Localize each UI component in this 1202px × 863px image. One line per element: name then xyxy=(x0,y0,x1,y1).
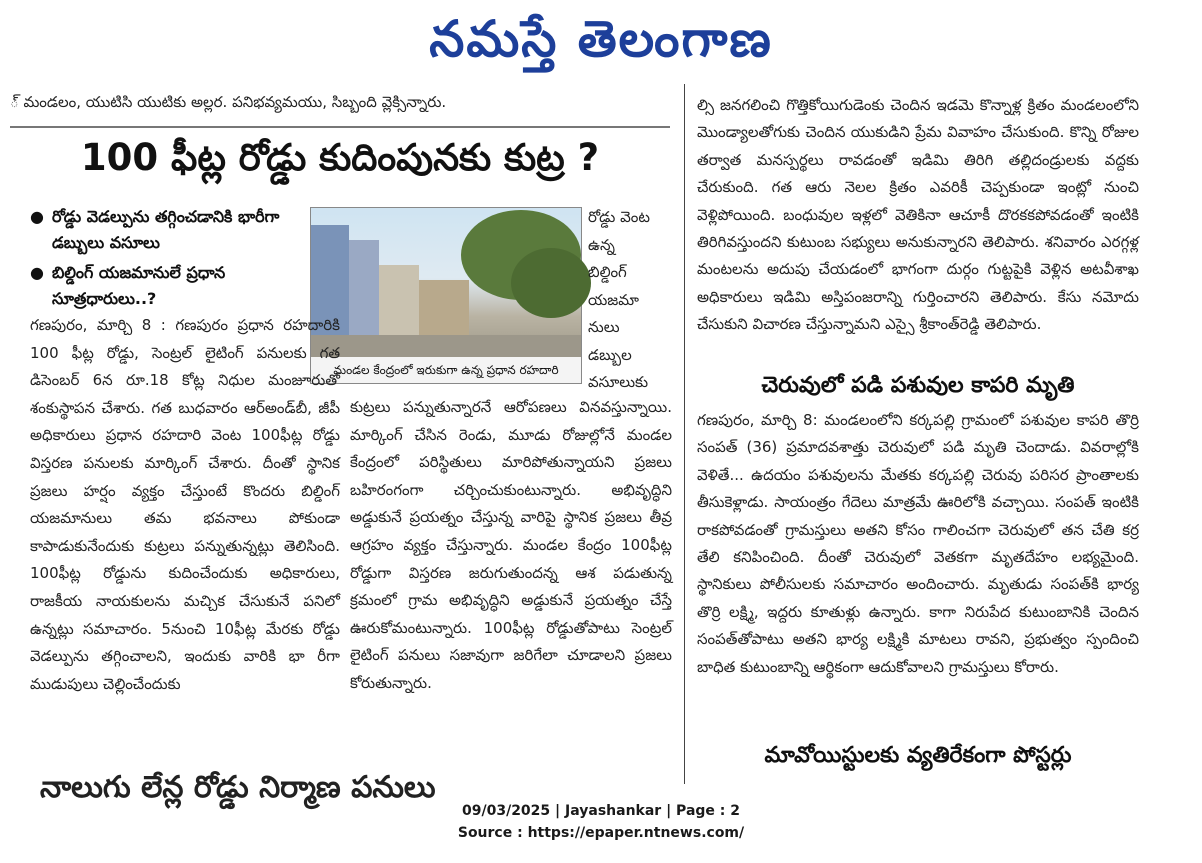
cut-off-headline: నాలుగు లేన్ల రోడ్డు నిర్మాణ పనులు xyxy=(40,770,436,805)
bullet-text: బిల్డింగ్ యజమానులే ప్రధాన సూత్రధారులు..? xyxy=(51,263,226,308)
footer-date-page: 09/03/2025 | Jayashankar | Page : 2 xyxy=(462,803,740,819)
article-body-shepherd: గణపురం, మార్చి 8: మండలంలోని కర్కపల్లి గ్రామంలో పశువుల కాపరి తొర్రి సంపత్ (36) ప్రమాదవశాత్తు చెరువులో పడి మృతి చెందాడు. వివరాల్లోకి వెళితే... ఉదయం పశువులను మేతకు కర్కపల్లి చెరువు పరిసర ప్రాంతాలకు తీసుకెళ్లాడు. సాయంత్రం గేదెలు మాత్రమే ఊరిలోకి వచ్చాయి. సంపత్ ఇంటికి రాకపోవడంతో గ్రామస్తులు అతని కోసం గాలించగా చెరువులో తన చేతి కర్ర తేలి కనిపించింది. దీంతో చెరువులో వెతకగా మృతదేహం లభ్యమైంది. స్థానికులు పోలీసులకు సమాచారం అందించారు. మృతుడు సంపత్‌కి భార్య తొర్రి లక్ష్మి, ఇద్దరు కూతుళ్లు ఉన్నారు. కాగా నిరుపేద కుటుంబానికి చెందిన సంపత్‌తోపాటు అతని భార్య లక్ష్మికి మాటలు రావని, ప్రభుత్వం స్పందించి బాధిత కుటుంబాన్ని ఆర్థికంగా ఆదుకోవాలని గ్రామస్తులు కోరారు. xyxy=(697,411,1139,676)
side-line: డబ్బుల xyxy=(588,345,632,364)
article-body-left: గణపురం, మార్చి 8 : గణపురం ప్రధాన రహదారికి 100 ఫీట్ల రోడ్డు, సెంట్రల్ లైటింగ్ పనులకు గత డిసెంబర్ 6న రూ.18 కోట్ల నిధుల మంజూరుతో శంకుస్థాపన చేశారు. గత బుధవారం ఆర్అండ్‌బీ, జీపీ అధికారులు ప్రధాన రహదారి వెంట 100ఫీట్ల రోడ్డు విస్తరణ పనులకు మార్కింగ్ చేశారు. దీంతో స్థానిక ప్రజలు హర్షం వ్యక్తం చేస్తుంటే కొందరు బిల్డింగ్ యజమానులు తమ భవనాలు పోకుండా కాపాడుకునేందుకు కుట్రలు పన్నుతున్నట్లు తెలిసింది. 100ఫీట్ల రోడ్డును కుదించేందుకు అధికారులు, రాజకీయ నాయకులను మచ్చిక చేసుకునే పనిలో ఉన్నట్లు సమాచారం. 5నుంచి 10ఫీట్ల మేరకు రోడ్డు వెడల్పును తగ్గించాలని, ఇందుకు వారికి భా రీగా ముడుపులు చెల్లించేందుకు xyxy=(30,316,340,693)
side-line: నులు xyxy=(588,318,620,336)
side-line: బిల్డింగ్ xyxy=(588,263,627,281)
bullet-item xyxy=(30,260,305,312)
article-headline-posters: మావోయిస్టులకు వ్యతిరేకంగా పోస్టర్లు xyxy=(764,743,1072,768)
side-line: యజమా xyxy=(588,290,639,309)
side-line: ఉన్న xyxy=(588,235,615,254)
article-body-missing-woman xyxy=(697,92,1139,364)
article-headline-shepherd: చెరువులో పడి పశువుల కాపరి మృతి xyxy=(761,373,1075,398)
footer-source: Source : https://epaper.ntnews.com/ xyxy=(457,825,745,841)
section-divider xyxy=(10,126,670,128)
article-body-right: కుట్రలు పన్నుతున్నారనే ఆరోపణలు వినవస్తున్నాయి. మార్కింగ్ చేసిన రెండు, మూడు రోజుల్లోనే మండల కేంద్రంలో పరిస్థితులు మారిపోతున్నాయని ప్రజలు బహిరంగంగా చర్చించుకుంటున్నారు. అభివృద్ధిని అడ్డుకునే ప్రయత్నం చేస్తున్న వారిపై స్థానిక ప్రజలు తీవ్ర ఆగ్రహం వ్యక్తం చేస్తున్నారు. మండల కేంద్రం 100ఫీట్ల రోడ్డుగా విస్తరణ జరుగుతుందన్న ఆశ పడుతున్న క్రమంలో గ్రామ అభివృద్ధిని అడ్డుకునే ప్రయత్నం చేస్తే ఊరుకోమంటున్నారు. 100ఫీట్ల రోడ్డుతోపాటు సెంట్రల్ లైటింగ్ పనులు సజావుగా జరిగేలా చూడాలని ప్రజలు కోరుతున్నారు. xyxy=(350,398,672,692)
bullet-icon: ● xyxy=(30,207,44,226)
page-footer xyxy=(0,800,1202,844)
column-divider xyxy=(684,84,685,784)
masthead xyxy=(0,0,1202,78)
side-line: వసూలుకు xyxy=(588,373,649,391)
bullet-item xyxy=(30,204,305,256)
side-column-text xyxy=(588,204,673,397)
article-headline-road: 100 ఫీట్ల రోడ్డు కుదింపునకు కుట్ర ? xyxy=(80,136,600,179)
side-line: రోడ్డు వెంట xyxy=(588,208,650,226)
article2-text: మండలంలోని మొండ్యాలతోగుకు చెందిన యుకుడిని ప్రేమ వివాహం చేసుకుంది. కొన్ని రోజుల తర్వాత మనస్పర్థలు రావడంతో ఇడిమి తిరిగి తల్లిదండ్రులకు వద్దకు చేరుకుంది. గత ఆరు నెలల క్రితం ఎవరికీ చెప్పకుండా ఇంట్లో నుంచి వెళ్లిపోయింది. బంధువుల ఇళ్లలో వెతికినా ఆచూకీ దొరకకపోవడంతో ఇంటికి తిరిగివస్తుందని కుటుంబ సభ్యులు అనుకున్నారని తెలిపారు. శనివారం ఎరగ్గళ్ల మంటలను అదుపు చేయడంలో భాగంగా దుర్గం గుట్టపైకి వెళ్లిన అటవీశాఖ అధికారులు ఇడిమి అస్తిపంజరాన్ని గుర్తించారని తెలిపారు. కేసు నమోదు చేసుకుని విచారణ చేస్తున్నామని ఎస్సై శ్రీకాంత్‌రెడ్డి తెలిపారు. xyxy=(697,96,1139,334)
road-photo xyxy=(310,207,582,384)
article-bullets xyxy=(30,204,305,316)
newspaper-logo: నమస్తే తెలంగాణ xyxy=(429,10,773,68)
photo-caption: మండల కేంద్రంలో ఇరుకుగా ఉన్న ప్రధాన రహదారి xyxy=(311,357,581,383)
bullet-icon: ● xyxy=(30,263,44,282)
bullet-text: రోడ్డు వెడల్పును తగ్గించడానికి భారీగా డబ్బులు వసూలు xyxy=(51,207,280,252)
cut-off-text-right: ల్సి జనగలించి గొత్తికోయిగుడెంకు చెందిన ఇడమె కొన్నాళ్ల క్రితం xyxy=(697,96,1055,114)
cut-off-text-left: ్ మండలం, యుటిసి యుటికు అల్లర. పనిభవ్యమయు, సిబ్బంది వ్లెక్సిన్నారు. xyxy=(10,93,447,111)
